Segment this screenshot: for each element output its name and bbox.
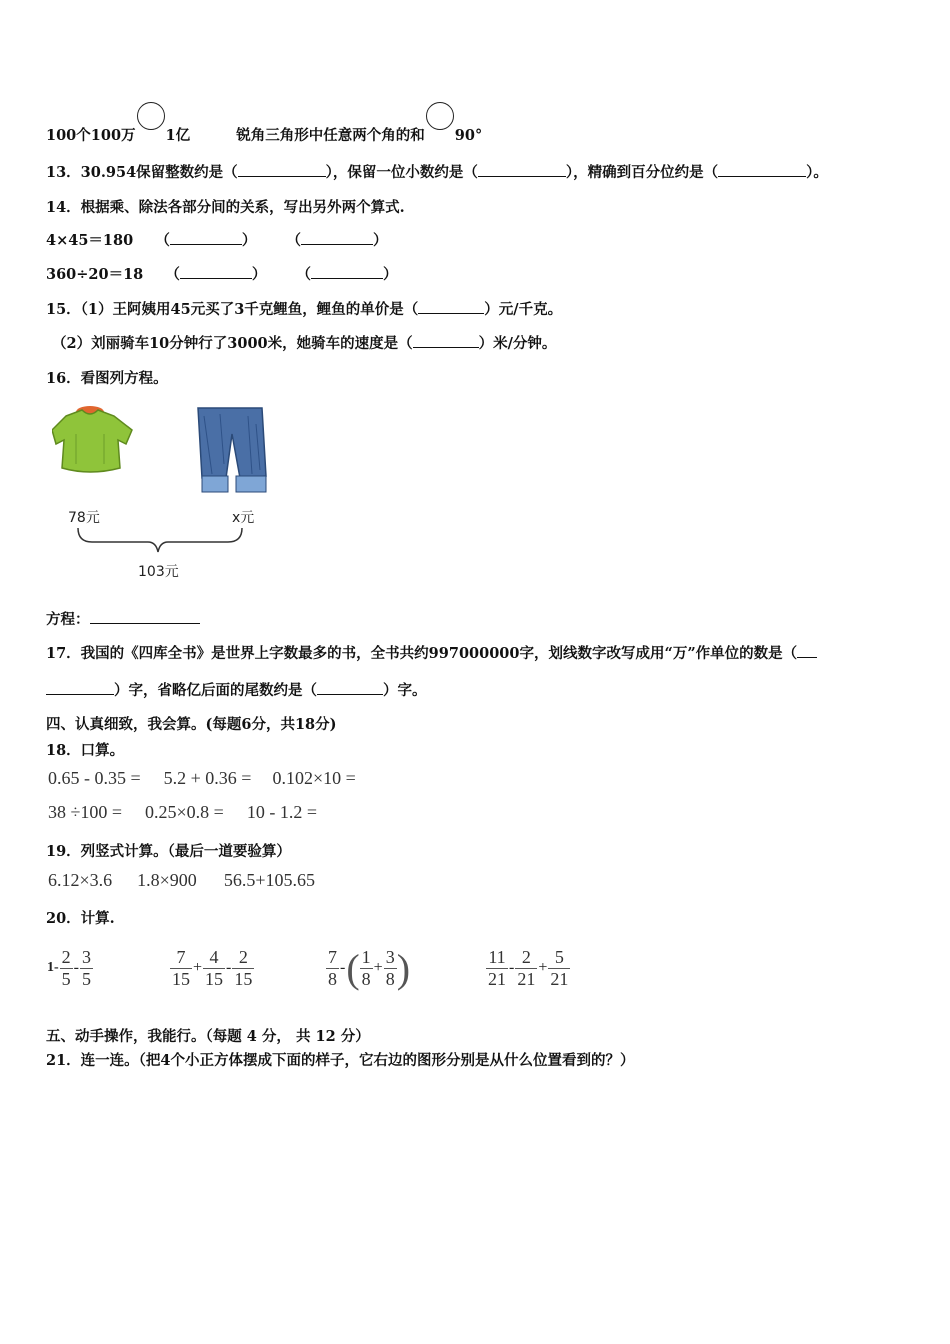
numerator: 4 xyxy=(209,946,219,967)
denominator: 5 xyxy=(82,968,91,989)
fraction xyxy=(548,947,570,989)
fraction xyxy=(515,947,537,989)
q13-text-a: 13．30.954保留整数约是（ xyxy=(46,164,238,181)
q14-blank-1[interactable] xyxy=(170,232,242,245)
operator: - xyxy=(340,959,346,976)
paren-close: ） xyxy=(241,232,257,249)
fraction xyxy=(360,947,373,989)
q15-p2-text-b: ）米/分钟。 xyxy=(478,335,557,352)
q19-row xyxy=(48,870,315,891)
q14-eq2: 360÷20＝18 xyxy=(46,266,144,283)
q16-figure xyxy=(52,404,292,593)
paren-close: ） xyxy=(251,266,267,283)
q16-title: 16．看图列方程。 xyxy=(46,370,168,387)
fraction xyxy=(80,947,93,989)
q13-text-c: ），精确到百分位约是（ xyxy=(565,164,719,181)
fraction xyxy=(326,947,339,989)
q20-expr-2 xyxy=(170,940,254,996)
q20-expr-4 xyxy=(486,940,570,996)
q14-eq1: 4×45＝180 xyxy=(46,232,134,249)
q17-blank-2[interactable] xyxy=(317,682,383,695)
equation-blank[interactable] xyxy=(90,611,200,624)
vertical-calc-item: 56.5+105.65 xyxy=(223,870,315,890)
paren-close: ） xyxy=(383,266,398,283)
q17-text-b: ）字，省略亿后面的尾数约是（ xyxy=(114,682,317,699)
q17-line-2 xyxy=(46,679,427,700)
q13-text-b: ），保留一位小数约是（ xyxy=(325,164,478,181)
q16-equation-row xyxy=(46,608,200,629)
q17-blank-1b[interactable] xyxy=(46,682,114,695)
denominator: 15 xyxy=(234,968,253,989)
q17-text-a: 17．我国的《四库全书》是世界上字数最多的书，全书共约997000000字，划线数字改写成用“万”作单位的数是（ xyxy=(46,645,798,662)
compare-circle-1[interactable] xyxy=(137,102,165,130)
fraction xyxy=(203,947,225,989)
q13-row xyxy=(46,161,828,182)
q18-row-1 xyxy=(48,768,356,789)
paren-open: （ xyxy=(296,266,312,283)
q14-title: 14．根据乘、除法各部分间的关系，写出另外两个算式. xyxy=(46,199,405,216)
paren-open: （ xyxy=(286,232,301,249)
q15-part1 xyxy=(46,298,562,319)
denominator: 8 xyxy=(328,968,337,989)
oral-calc-item: 5.2 + 0.36 = xyxy=(163,768,252,788)
q12-left-b: 1亿 xyxy=(165,127,191,144)
fraction xyxy=(232,947,254,989)
q12-row xyxy=(46,114,482,145)
q20-title: 20．计算. xyxy=(46,910,115,927)
denominator: 21 xyxy=(517,968,536,989)
q20-expr-1 xyxy=(46,940,93,996)
q15-blank-1[interactable] xyxy=(418,301,484,314)
denominator: 15 xyxy=(205,968,224,989)
operator: - xyxy=(226,959,232,976)
numerator: 1 xyxy=(361,946,371,967)
numerator: 3 xyxy=(385,946,395,967)
q12-right-a: 锐角三角形中任意两个角的和 xyxy=(236,127,425,144)
fraction xyxy=(486,947,508,989)
oral-calc-item: 38 ÷100 = xyxy=(48,802,123,822)
total-brace xyxy=(78,528,242,552)
denominator: 21 xyxy=(488,968,506,989)
q17-blank-1a[interactable] xyxy=(797,645,817,658)
oral-calc-item: 0.65 - 0.35 = xyxy=(48,768,141,788)
section-4-heading: 四、认真细致，我会算。(每题6分，共18分) xyxy=(46,716,337,733)
q14-row-1 xyxy=(46,229,387,250)
right-parenthesis: ) xyxy=(396,945,411,991)
numerator: 3 xyxy=(82,946,91,967)
q17-line-1 xyxy=(46,642,817,663)
vertical-calc-item: 6.12×3.6 xyxy=(48,870,113,890)
q21-text: 21．连一连。（把4个小正方体摆成下面的样子，它右边的图形分别是从什么位置看到的？） xyxy=(46,1052,635,1069)
numerator: 2 xyxy=(521,946,531,967)
q15-p2-text-a: （2）刘丽骑车10分钟行了3000米，她骑车的速度是（ xyxy=(52,335,413,352)
numerator: 7 xyxy=(328,946,337,967)
denominator: 15 xyxy=(172,968,190,989)
q15-p1-text-a: 15．（1）王阿姨用45元买了3千克鲤鱼，鲤鱼的单价是（ xyxy=(46,301,419,318)
q13-text-d: ）。 xyxy=(806,164,828,181)
shirt-image xyxy=(52,406,132,472)
q15-blank-2[interactable] xyxy=(413,335,479,348)
numerator: 7 xyxy=(176,946,186,967)
q13-blank-3[interactable] xyxy=(718,164,806,177)
operator: + xyxy=(373,959,383,976)
operator: - xyxy=(73,959,79,976)
oral-calc-item: 0.102×10 = xyxy=(272,768,356,788)
q15-p1-text-b: ）元/千克。 xyxy=(484,301,563,318)
label-shirt-price: 78元 xyxy=(68,510,100,526)
denominator: 8 xyxy=(385,968,395,989)
q13-blank-1[interactable] xyxy=(238,164,326,177)
denominator: 8 xyxy=(361,968,371,989)
vertical-calc-item: 1.8×900 xyxy=(137,870,197,890)
q12-right-b: 90° xyxy=(454,127,483,144)
oral-calc-item: 0.25×0.8 = xyxy=(145,802,224,822)
q14-blank-4[interactable] xyxy=(311,266,383,279)
q18-row-2 xyxy=(48,802,317,823)
q15-part2 xyxy=(52,332,556,353)
denominator: 5 xyxy=(61,968,71,989)
q20-expr-3 xyxy=(326,940,410,996)
section-5-heading: 五、动手操作，我能行。（每题 4 分， 共 12 分） xyxy=(46,1028,370,1045)
paren-close: ） xyxy=(372,232,388,249)
q14-blank-3[interactable] xyxy=(180,266,252,279)
denominator: 21 xyxy=(550,968,569,989)
q18-title: 18．口算。 xyxy=(46,742,125,759)
q14-blank-2[interactable] xyxy=(301,232,373,245)
oral-calc-item: 10 - 1.2 = xyxy=(246,802,317,822)
numerator: 2 xyxy=(61,946,71,967)
fraction xyxy=(384,947,397,989)
equation-label: 方程： xyxy=(46,611,90,628)
compare-circle-2[interactable] xyxy=(426,102,454,130)
paren-open: （ xyxy=(165,266,180,283)
q13-blank-2[interactable] xyxy=(478,164,566,177)
q12-left-a: 100个100万 xyxy=(46,127,136,144)
pants-image xyxy=(198,408,266,492)
q17-text-c: ）字。 xyxy=(383,682,427,699)
label-pants-price: x元 xyxy=(232,510,255,526)
operator: - xyxy=(509,959,515,976)
left-parenthesis: ( xyxy=(346,945,360,991)
fraction xyxy=(170,947,192,989)
fraction xyxy=(60,947,73,989)
operator: + xyxy=(193,959,203,976)
numerator: 2 xyxy=(238,946,248,967)
numerator: 5 xyxy=(554,946,564,967)
q19-title: 19．列竖式计算。（最后一道要验算） xyxy=(46,843,291,860)
lead-term: 1- xyxy=(47,960,59,975)
q14-row-2 xyxy=(46,263,398,284)
operator: + xyxy=(538,959,548,976)
numerator: 11 xyxy=(488,946,506,967)
paren-open: （ xyxy=(155,232,170,249)
clothes-price-diagram xyxy=(52,404,292,589)
label-total-price: 103元 xyxy=(138,564,179,580)
